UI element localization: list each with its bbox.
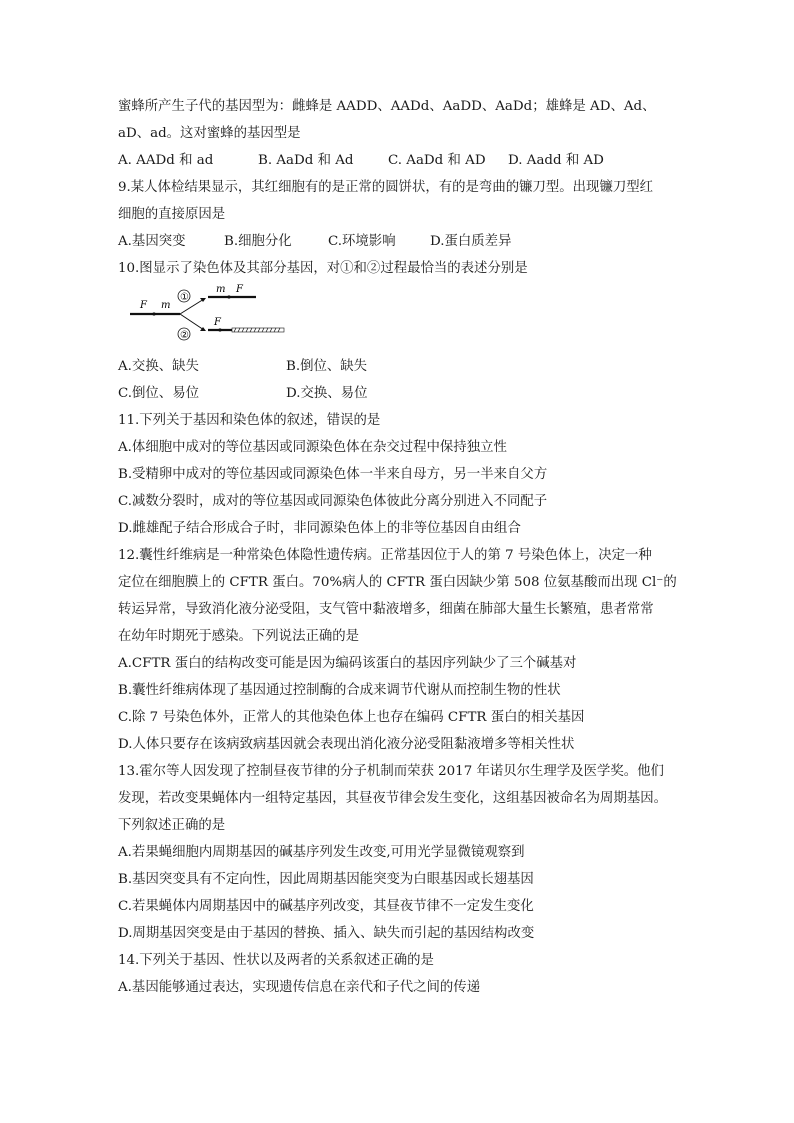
q11-option-a[interactable]: A.体细胞中成对的等位基因或同源染色体在杂交过程中保持独立性 xyxy=(118,440,507,455)
exam-page xyxy=(118,93,698,1001)
q10-options-row2 xyxy=(118,380,698,407)
q10-options-row1 xyxy=(118,353,698,380)
q10-option-a[interactable]: A.交换、缺失 xyxy=(118,359,199,374)
q8-option-a[interactable]: A. AADd 和 ad xyxy=(118,153,214,168)
q13-option-c[interactable]: C.若果蝇体内周期基因中的碱基序列改变，其昼夜节律不一定发生变化 xyxy=(118,899,534,914)
q10-stem: 10.图显示了染色体及其部分基因，对①和②过程最恰当的表述分别是 xyxy=(118,261,528,276)
q11-option-d[interactable]: D.雌雄配子结合形成合子时，非同源染色体上的非等位基因自由组合 xyxy=(118,521,521,536)
translocated-segment-hatching xyxy=(234,328,280,332)
original-gene-f: F xyxy=(140,300,147,311)
q13-stem-line2: 发现，若改变果蝇体内一组特定基因，其昼夜节律会发生变化，这组基因被命名为周期基因。 xyxy=(118,791,668,806)
q9-option-b[interactable]: B.细胞分化 xyxy=(224,234,292,249)
q9-stem-line2: 细胞的直接原因是 xyxy=(118,207,226,222)
q12-option-c[interactable]: C.除 7 号染色体外，正常人的其他染色体上也存在编码 CFTR 蛋白的相关基因 xyxy=(118,710,585,725)
chromosome-diagram xyxy=(118,284,698,347)
q8-option-d[interactable]: D. Aadd 和 AD xyxy=(508,153,604,168)
q8-stem-line2: aD、ad。这对蜜蜂的基因型是 xyxy=(118,126,301,141)
q13-stem-line1: 13.霍尔等人因发现了控制昼夜节律的分子机制而荣获 2017 年诺贝尔生理学及医学奖。他们 xyxy=(118,764,664,779)
q11-stem: 11.下列关于基因和染色体的叙述，错误的是 xyxy=(118,413,381,428)
q9-stem-line1: 9.某人体检结果显示，其红细胞有的是正常的圆饼状，有的是弯曲的镰刀型。出现镰刀型红 xyxy=(118,180,654,195)
q13-option-b[interactable]: B.基因突变具有不定向性，因此周期基因能突变为白眼基因或长翅基因 xyxy=(118,872,534,887)
result-1-gene-m: m xyxy=(216,284,226,295)
q9-option-c[interactable]: C.环境影响 xyxy=(328,234,396,249)
q9-option-a[interactable]: A.基因突变 xyxy=(118,234,186,249)
q8-options xyxy=(118,147,698,174)
q13-option-a[interactable]: A.若果蝇细胞内周期基因的碱基序列发生改变,可用光学显微镜观察到 xyxy=(118,845,525,860)
q14-option-a[interactable]: A.基因能够通过表达，实现遗传信息在亲代和子代之间的传递 xyxy=(118,980,481,995)
original-gene-m: m xyxy=(161,300,171,311)
q10-option-b[interactable]: B.倒位、缺失 xyxy=(286,359,368,374)
q10-option-c[interactable]: C.倒位、易位 xyxy=(118,386,199,401)
q10-option-d[interactable]: D.交换、易位 xyxy=(286,386,368,401)
result-1-gene-f: F xyxy=(236,284,243,295)
chromosome-diagram-svg xyxy=(128,284,288,347)
q11-option-b[interactable]: B.受精卵中成对的等位基因或同源染色体一半来自母方，另一半来自父方 xyxy=(118,467,548,482)
original-centromere xyxy=(152,312,155,315)
arrow-process-2 xyxy=(180,314,204,330)
q12-stem-line2: 定位在细胞膜上的 CFTR 蛋白。70%病人的 CFTR 蛋白因缺少第 508 位氨基酸而出现 Cl⁻的 xyxy=(118,575,677,590)
result-2-centromere xyxy=(218,328,221,331)
q8-stem-line1: 蜜蜂所产生子代的基因型为：雌蜂是 AADD、AADd、AaDD、AaDd；雄蜂是 AD、Ad、 xyxy=(118,99,656,114)
process-2-label: ② xyxy=(180,330,189,341)
result-1-centromere xyxy=(227,295,230,298)
q12-stem-line3: 转运异常，导致消化液分泌受阻，支气管中黏液增多，细菌在肺部大量生长繁殖，患者常常 xyxy=(118,602,654,617)
q12-option-b[interactable]: B.囊性纤维病体现了基因通过控制酶的合成来调节代谢从而控制生物的性状 xyxy=(118,683,561,698)
q14-stem: 14.下列关于基因、性状以及两者的关系叙述正确的是 xyxy=(118,953,434,968)
result-2-gene-f: F xyxy=(214,317,221,328)
q12-stem-line1: 12.囊性纤维病是一种常染色体隐性遗传病。正常基因位于人的第 7 号染色体上，决定一种 xyxy=(118,548,652,563)
q12-stem-line4: 在幼年时期死于感染。下列说法正确的是 xyxy=(118,629,360,644)
q12-option-d[interactable]: D.人体只要存在该病致病基因就会表现出消化液分泌受阻黏液增多等相关性状 xyxy=(118,737,575,752)
q13-option-d[interactable]: D.周期基因突变是由于基因的替换、插入、缺失而引起的基因结构改变 xyxy=(118,926,535,941)
q13-stem-line3: 下列叙述正确的是 xyxy=(118,818,226,833)
q8-option-c[interactable]: C. AaDd 和 AD xyxy=(388,153,486,168)
q9-option-d[interactable]: D.蛋白质差异 xyxy=(430,234,512,249)
q8-option-b[interactable]: B. AaDd 和 Ad xyxy=(258,153,354,168)
process-1-label: ① xyxy=(180,292,189,303)
q12-option-a[interactable]: A.CFTR 蛋白的结构改变可能是因为编码该蛋白的基因序列缺少了三个碱基对 xyxy=(118,656,577,671)
q11-option-c[interactable]: C.减数分裂时，成对的等位基因或同源染色体彼此分离分别进入不同配子 xyxy=(118,494,548,509)
q9-options xyxy=(118,228,698,255)
